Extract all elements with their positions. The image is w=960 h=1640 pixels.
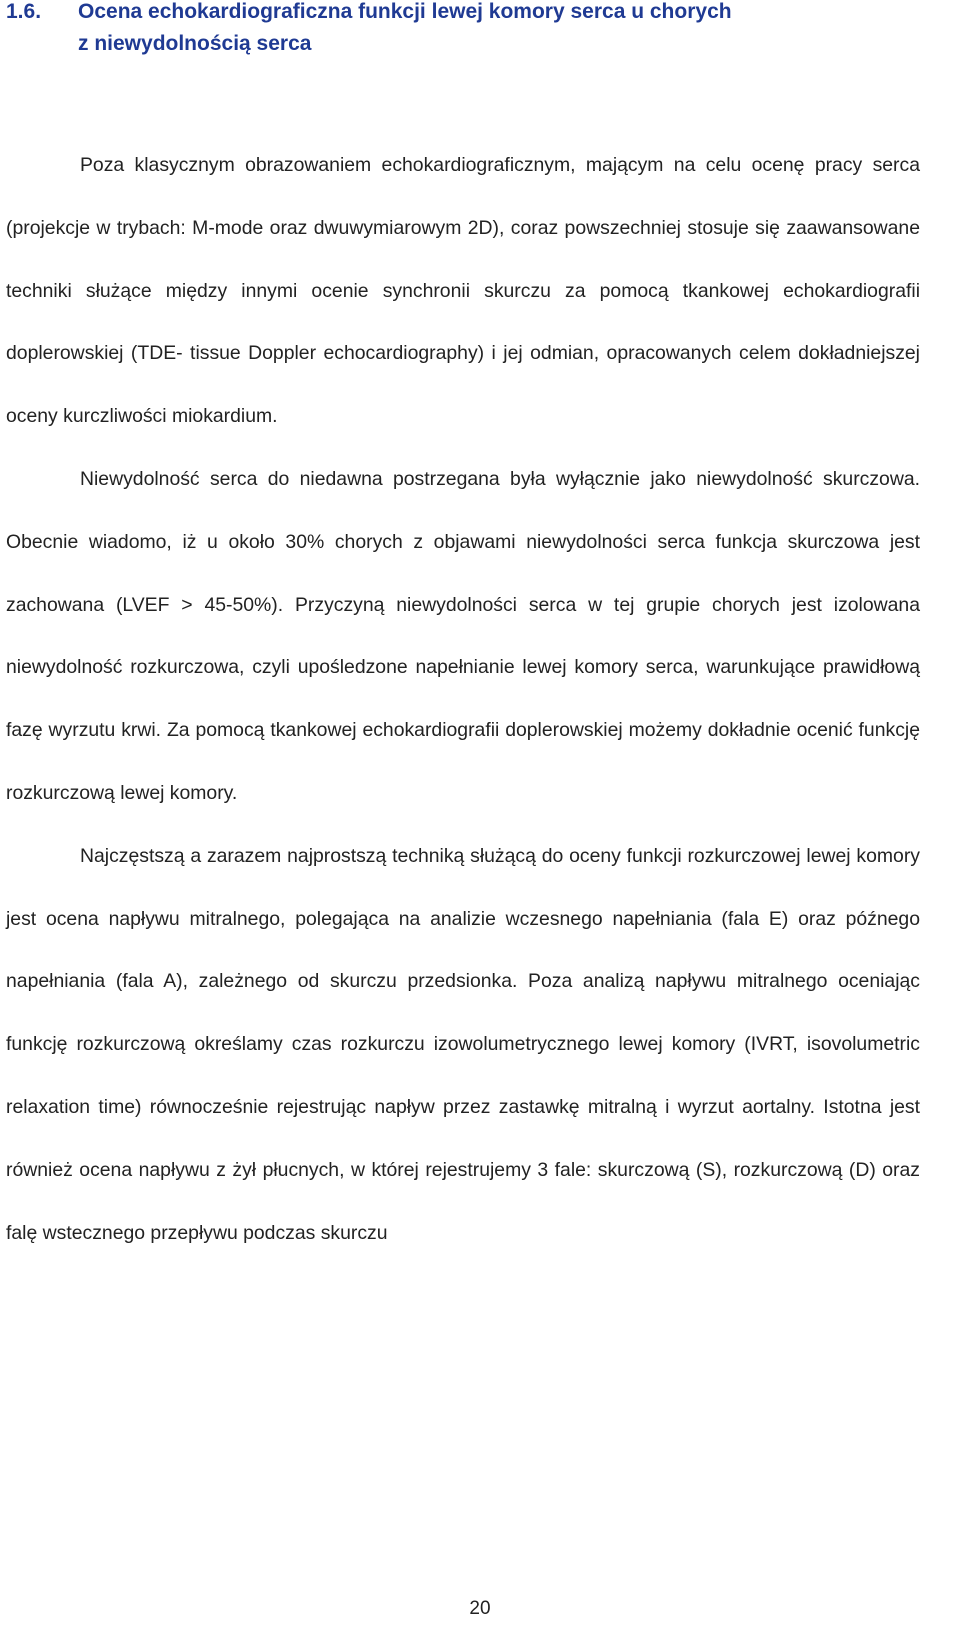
section-number: 1.6.: [6, 0, 42, 23]
section-title-line-1: Ocena echokardiograficzna funkcji lewej komory serca u chorych: [78, 0, 732, 23]
paragraph-diastolic-failure: Niewydolność serca do niedawna postrzegana była wyłącznie jako niewydolność skurczowa. Obecnie wiadomo, iż u około 30% chorych z objawami niewydolności serca funkcja skurczowa jest zachowana (LVEF > 45-50%). Przyczyną niewydolności serca w tej grupie chorych jest izolowana niewydolność rozkurczowa, czyli upośledzone napełnianie lewej komory serca, warunkujące prawidłową fazę wyrzutu krwi. Za pomocą tkankowej echokardiografii doplerowskiej możemy dokładnie ocenić funkcję rozkurczową lewej komory.: [6, 467, 920, 804]
paragraph-echocardiography-techniques: Poza klasycznym obrazowaniem echokardiograficznym, mającym na celu ocenę pracy serca (projekcje w trybach: M-mode oraz dwuwymiarowym 2D), coraz powszechniej stosuje się zaawansowane techniki służące między innymi ocenie synchronii skurczu za pomocą tkankowej echokardiografii doplerowskiej (TDE- tissue Doppler echocardiography) i jej odmian, opracowanych celem dokładniejszej oceny kurczliwości miokardium.: [6, 154, 920, 428]
section-heading: [6, 0, 942, 60]
section-title-line-2: z niewydolnością serca: [78, 32, 312, 55]
paragraph-mitral-inflow: Najczęstszą a zarazem najprostszą techniką służącą do oceny funkcji rozkurczowej lewej komory jest ocena napływu mitralnego, polegająca na analizie wczesnego napełniania (fala E) oraz późnego napełniania (fala A), zależnego od skurczu przedsionka. Poza analizą napływu mitralnego oceniając funkcję rozkurczową określamy czas rozkurczu izowolumetrycznego lewej komory (IVRT, isovolumetric relaxation time) równocześnie rejestrując napływ przez zastawkę mitralną i wyrzut aortalny. Istotna jest również ocena napływu z żył płucnych, w której rejestrujemy 3 fale: skurczową (S), rozkurczową (D) oraz falę wstecznego przepływu podczas skurczu: [6, 844, 920, 1244]
body-text: [6, 134, 920, 1264]
page-number: 20: [469, 1598, 491, 1619]
